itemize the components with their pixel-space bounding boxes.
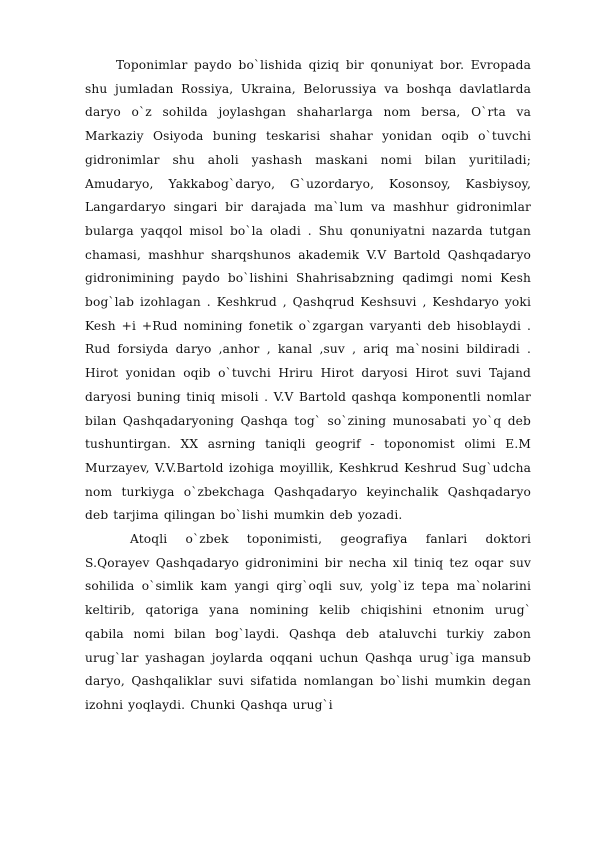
- paragraph-1: Toponimlar paydo bo`lishida qiziq bir qonuniyat bor. Evropada shu jumladan Rossiya, Ukraina, Belorussiya va boshqa davlatlarda daryo o`z sohilda joylashgan shaharlarga nom bersa, O`rta va Markaziy Osiyoda buning teskarisi shahar yonidan oqib o`tuvchi gidronimlar shu aholi yashash maskani nomi bilan yuritiladi; Amudaryo, Yakkabog`daryo, G`uzordaryo, Kosonsoy, Kasbiysoy, Langardaryo singari bir darajada ma`lum va mashhur gidronimlar bularga yaqqol misol bo`la oladi . Shu qonuniyatni nazarda tutgan chamasi, mashhur sharqshunos akademik V.V Bartold Qashqadaryo gidronimining paydo bo`lishini Shahrisabzning qadimgi nomi Kesh bog`lab izohlagan . Keshkrud , Qashqrud Keshsuvi , Keshdaryo yoki Kesh +i +Rud nomining fonetik o`zgargan varyanti deb hisoblaydi . Rud forsiyda daryo ,anhor , kanal ,suv , ariq ma`nosini bildiradi . Hirot yonidan oqib o`tuvchi Hriru Hirot daryosi Hirot suvi Tajand daryosi buning tiniq misoli . V.V Bartold qashqa komponentli nomlar bilan Qashqadaryoning Qashqa tog` so`zining munosabati yo`q deb tushuntirgan. XX asrning taniqli geogrif - toponomist olimi E.M Murzayev, V.V.Bartold izohiga moyillik, Keshkrud Keshrud Sug`udcha nom turkiyga o`zbekchaga Qashqadaryo keyinchalik Qashqadaryo deb tarjima qilingan bo`lishi mumkin deb yozadi.: [85, 58, 531, 523]
- body-text: [85, 54, 531, 718]
- paragraph-2: Atoqli o`zbek toponimisti, geografiya fanlari doktori S.Qorayev Qashqadaryo gidronimini bir necha xil tiniq tez oqar suv sohilida o`simlik kam yangi qirg`oqli suv, yolg`iz tepa ma`nolarini keltirib, qatoriga yana nomining kelib chiqishini etnonim urug` qabila nomi bilan bog`laydi. Qashqa deb ataluvchi turkiy zabon urug`lar yashagan joylarda oqqani uchun Qashqa urug`iga mansub daryo, Qashqaliklar suvi sifatida nomlangan bo`lishi mumkin degan izohni yoqlaydi. Chunki Qashqa urug`i: [85, 532, 531, 712]
